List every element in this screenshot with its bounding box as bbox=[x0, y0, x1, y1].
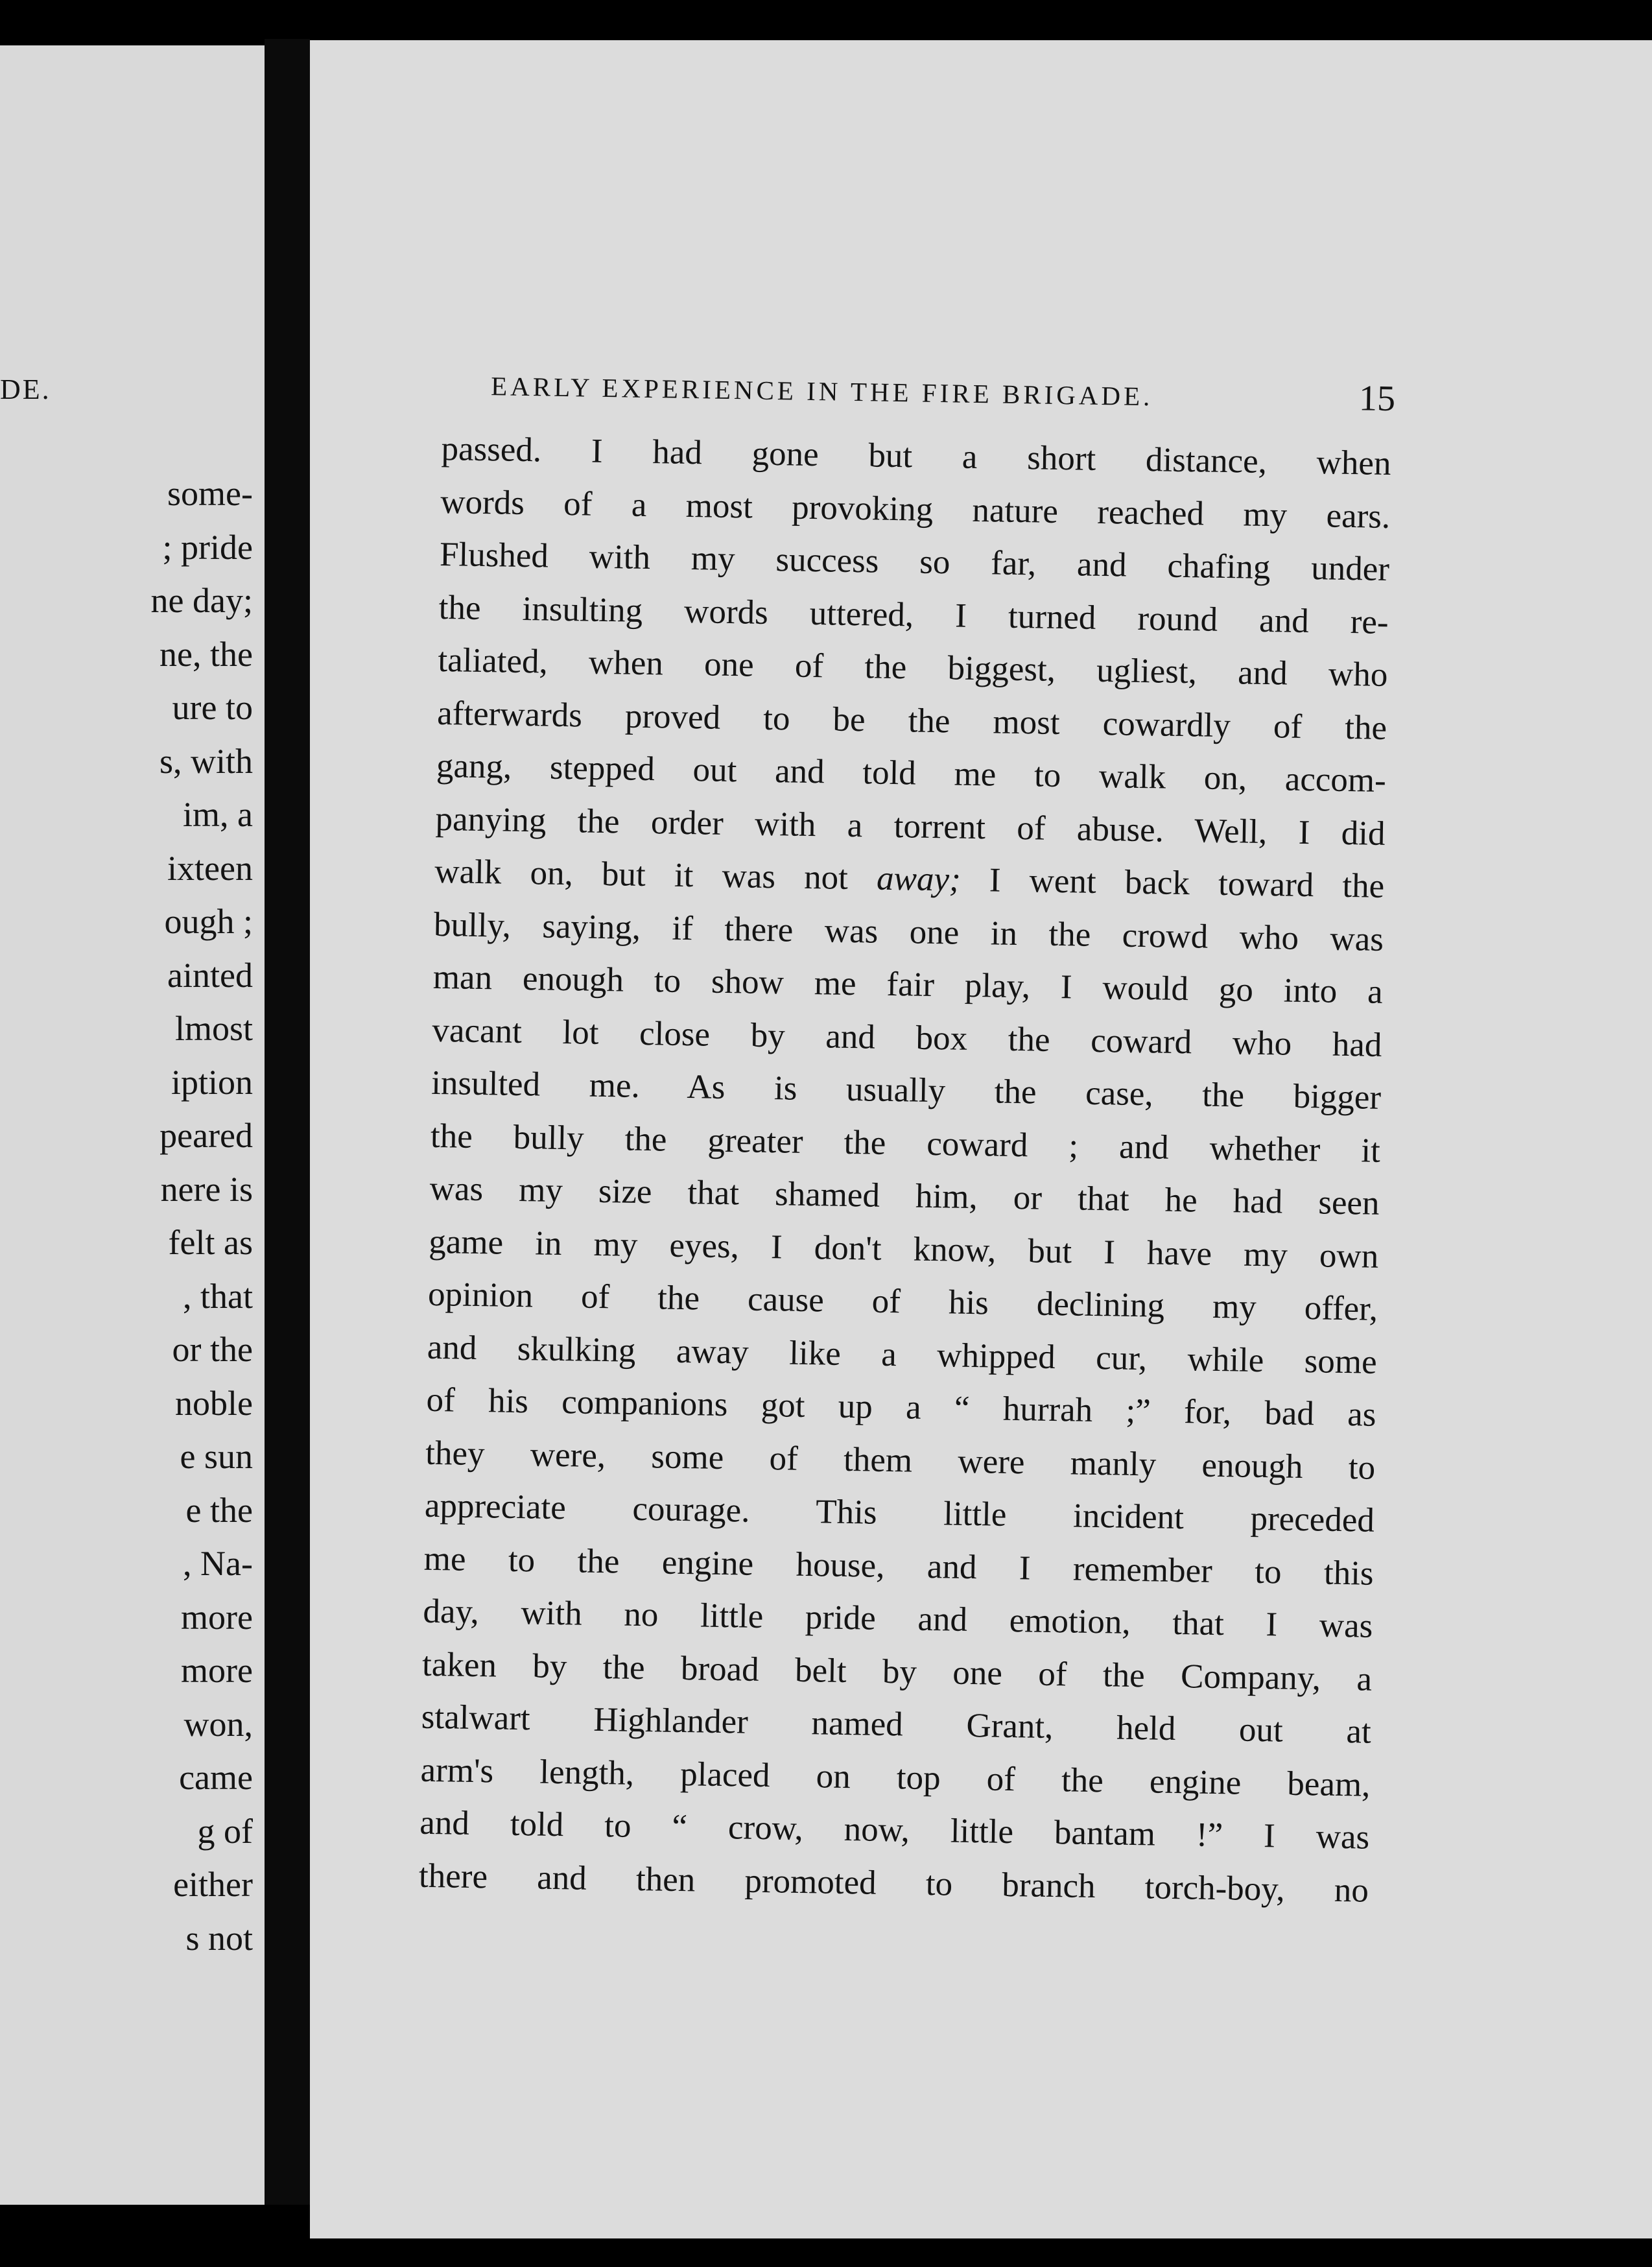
running-head bbox=[442, 351, 1396, 438]
left-page-line-fragment: iption bbox=[171, 1062, 253, 1102]
left-page-line-fragment: or the bbox=[172, 1330, 253, 1369]
text-line: Flushed with my success so far, and chafing under bbox=[439, 535, 1390, 588]
text-line: panying the order with a torrent of abuse. Well, I did bbox=[435, 800, 1386, 853]
right-page bbox=[310, 40, 1652, 2238]
text-line: appreciate courage. This little incident preceded bbox=[424, 1486, 1375, 1539]
left-page-line-fragment: ure to bbox=[172, 688, 253, 727]
left-page-line-fragment: lmost bbox=[174, 1009, 253, 1048]
left-page-running-head-fragment: DE. bbox=[0, 374, 51, 405]
left-page-line-fragment: nere is bbox=[160, 1169, 253, 1209]
left-page-line-fragment: , that bbox=[183, 1276, 253, 1316]
text-line: and skulking away like a whipped cur, while some bbox=[427, 1328, 1378, 1381]
left-page-line-fragment: im, a bbox=[183, 795, 253, 834]
left-page-line-fragment: ne, the bbox=[159, 634, 253, 674]
left-page-line-fragment: , Na- bbox=[183, 1544, 253, 1583]
left-page-line-fragment: ne day; bbox=[150, 581, 253, 620]
text-line: and told to “ crow, now, little bantam !” I was bbox=[419, 1803, 1370, 1857]
text-line: man enough to show me fair play, I would go into a bbox=[432, 958, 1384, 1011]
text-line: opinion of the cause of his declining my offer, bbox=[427, 1275, 1378, 1328]
left-page-line-fragment: more bbox=[181, 1651, 253, 1690]
text-line: they were, some of them were manly enough to bbox=[425, 1434, 1376, 1487]
left-page-line-fragment: ainted bbox=[167, 955, 253, 995]
text-line: of his companions got up a “ hurrah ;” for, bad as bbox=[426, 1381, 1376, 1434]
book-gutter bbox=[265, 39, 310, 2205]
left-page-text-fragments bbox=[0, 467, 253, 1965]
text-line: stalwart Highlander named Grant, held out at bbox=[421, 1698, 1372, 1751]
text-line: afterwards proved to be the most cowardly of the bbox=[436, 694, 1387, 747]
text-line: was my size that shamed him, or that he had seen bbox=[429, 1169, 1380, 1222]
left-page-line-fragment: g of bbox=[197, 1811, 253, 1851]
left-page-line-fragment: won, bbox=[183, 1704, 253, 1744]
text-line: the bully the greater the coward ; and whether it bbox=[430, 1117, 1381, 1170]
left-page-line-fragment: came bbox=[179, 1758, 253, 1797]
text-line: insulted me. As is usually the case, the bigger bbox=[431, 1063, 1382, 1117]
text-line: day, with no little pride and emotion, that I was bbox=[423, 1592, 1373, 1645]
text-line: taliated, when one of the biggest, ugliest, and who bbox=[438, 641, 1388, 694]
text-line: me to the engine house, and I remember to this bbox=[423, 1539, 1375, 1593]
running-head-title: EARLY EXPERIENCE IN THE FIRE BRIGADE. bbox=[490, 371, 1153, 412]
left-page-line-fragment: some- bbox=[167, 474, 253, 513]
left-page-line-fragment: noble bbox=[175, 1383, 253, 1423]
left-page-line-fragment: s not bbox=[185, 1918, 253, 1958]
text-line: there and then promoted to branch torch-boy, no bbox=[418, 1857, 1369, 1910]
page-text-block bbox=[418, 351, 1396, 1917]
text-line: arm's length, placed on top of the engine beam, bbox=[420, 1751, 1371, 1804]
left-page-line-fragment: felt as bbox=[168, 1223, 253, 1262]
left-page-line-fragment: peared bbox=[159, 1116, 253, 1155]
text-line: taken by the broad belt by one of the Company, a bbox=[421, 1645, 1373, 1698]
body-text bbox=[418, 423, 1391, 1917]
text-line: bully, saying, if there was one in the crowd who was bbox=[433, 905, 1384, 958]
left-page-line-fragment: e the bbox=[185, 1490, 253, 1530]
left-facing-page bbox=[0, 45, 265, 2205]
text-line: game in my eyes, I don't know, but I have my own bbox=[428, 1222, 1379, 1276]
text-line: vacant lot close by and box the coward who had bbox=[432, 1011, 1382, 1064]
text-line: words of a most provoking nature reached my ears. bbox=[440, 482, 1391, 536]
italic-emphasis: away; bbox=[876, 859, 962, 899]
left-page-line-fragment: e sun bbox=[180, 1437, 253, 1476]
left-page-line-fragment: ; pride bbox=[162, 527, 253, 567]
text-run: walk on, but it was not bbox=[434, 852, 877, 897]
page-number: 15 bbox=[1358, 378, 1396, 420]
left-page-line-fragment: either bbox=[173, 1865, 253, 1904]
left-page-line-fragment: more bbox=[181, 1597, 253, 1637]
left-page-line-fragment: ixteen bbox=[167, 848, 253, 888]
left-page-line-fragment: s, with bbox=[159, 741, 253, 781]
text-line: gang, stepped out and told me to walk on, accom- bbox=[436, 746, 1387, 800]
text-line: passed. I had gone but a short distance, when bbox=[441, 429, 1391, 482]
text-run: I went back toward the bbox=[960, 861, 1385, 905]
text-line: the insulting words uttered, I turned round and re- bbox=[438, 588, 1389, 641]
left-page-line-fragment: ough ; bbox=[164, 902, 253, 941]
